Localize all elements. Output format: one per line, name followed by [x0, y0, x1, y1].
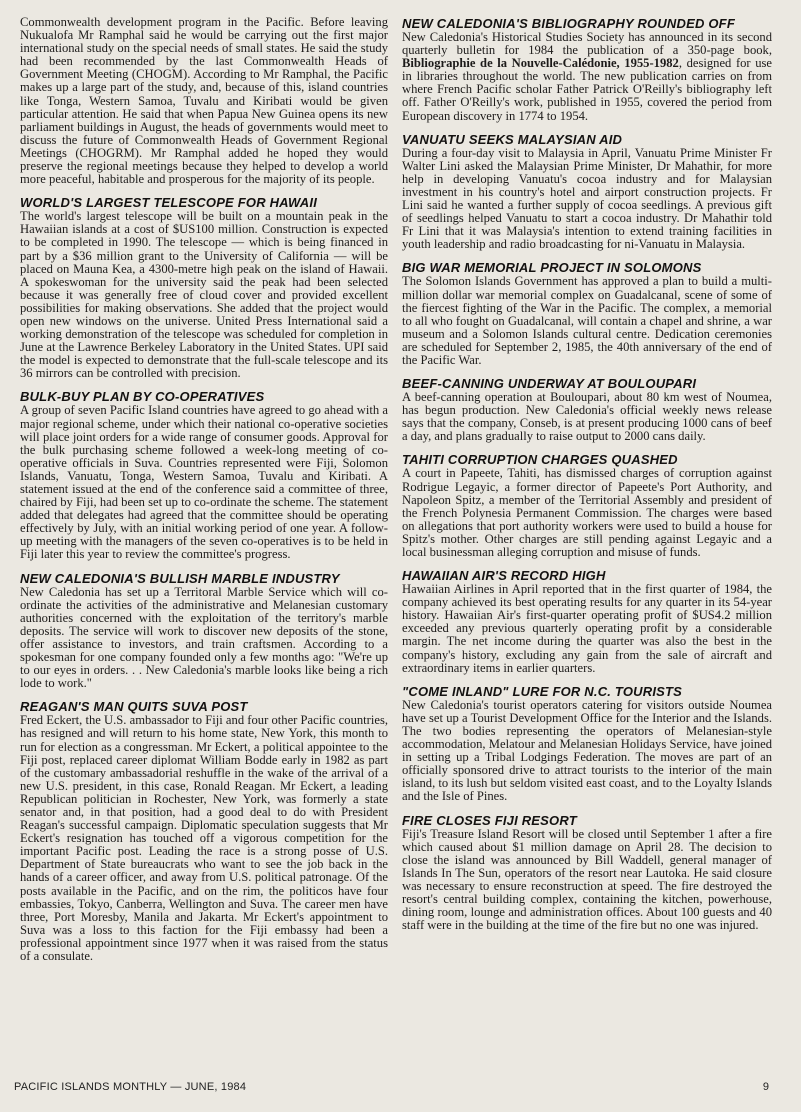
article-body: New Caledonia's tourist operators catering for visitors outside Noumea have set up a Tourist Development Office for the Interior and the Islands. The two bodies representing the operators of Melanesian-style accommodation, Melatour and Melanesian Holidays Service, have joined in setting up a Tribal Lodgings Federation. The moves are part of an officially sponsored drive to attract tourists to the interior of the main island, to its lush but seldom visited east coast, and to the Loyalty Islands and the Isle of Pines.: [402, 697, 772, 804]
article-bulk-buy: [20, 389, 388, 561]
article-body: The Solomon Islands Government has approved a plan to build a multi-million dollar war memorial complex on Guadalcanal, scene of some of the fiercest fighting of the War in the Pacific. The complex, a memorial to all who fought on Guadalcanal, will contain a chapel and shrine, a war museum and a Solomon Islands cultural centre. Dedication ceremonies are scheduled for September 2, 1985, the 40th anniversary of the end of the Pacific War.: [402, 274, 772, 367]
article-body: A court in Papeete, Tahiti, has dismissed charges of corruption against Rodrigue Legayic, a former director of Papeete's Port Authority, and Napoleon Spitz, a member of the Territorial Assembly and president of the French Polynesia Permanent Commission. The charges were based on allegations that port authority workers were used to build a house for Spitz's mother. Other charges are still pending against Legayic and a local businessman alleging corruption and misuse of funds.: [402, 466, 772, 559]
article-headline: BIG WAR MEMORIAL PROJECT IN SOLOMONS: [402, 260, 702, 276]
article-body: Hawaiian Airlines in April reported that in the first quarter of 1984, the company achieved its best operating results for any quarter in its 54-year history. Hawaiian Air's first-quarter operating profit of $US4.2 million exceeded any previous quarterly operating profit by a considerable margin. The net income during the quarter was also the best in the company's history, excluding any gain from the sale of aircraft and extraordinary items in earlier quarters.: [402, 582, 772, 675]
article-headline: WORLD'S LARGEST TELESCOPE FOR HAWAII: [20, 195, 318, 211]
article-headline: NEW CALEDONIA'S BULLISH MARBLE INDUSTRY: [20, 570, 340, 586]
publication-footer: PACIFIC ISLANDS MONTHLY — JUNE, 1984: [14, 1081, 247, 1093]
article-bibliography: [402, 16, 772, 123]
article-body-text: New Caledonia's Historical Studies Society has announced in its second quarterly bulletin for 1984 the publication of a 350-page book,: [402, 30, 772, 58]
article-body: The world's largest telescope will be built on a mountain peak in the Hawaiian islands at a cost of $US100 million. Construction is expected to be completed in 1990. The telescope — which is being financed in part by a $36 million grant to the University of California — will be placed on Mauna Kea, a 4300-metre high peak on the island of Hawaii. A spokeswoman for the university said the peak had been selected because it was generally free of cloud cover and provided excellent possibilities for making observations. She added that the project would open new windows on the universe. United Press International said a working demonstration of the telescope was scheduled for completion in June at the Lawrence Berkeley Laboratory in the United States. UPI said the model is expected to demonstrate that the full-scale telescope and its 36 mirrors can be controlled with precision.: [20, 209, 388, 381]
article-tahiti: [402, 452, 772, 559]
article-marble: [20, 571, 388, 691]
article-headline: VANUATU SEEKS MALAYSIAN AID: [402, 131, 623, 147]
article-hawaiian-air: [402, 568, 772, 675]
article-headline: FIRE CLOSES FIJI RESORT: [402, 812, 577, 828]
article-beef-canning: [402, 376, 772, 443]
article-vanuatu: [402, 132, 772, 252]
article-war-memorial: [402, 260, 772, 367]
article-body: Fiji's Treasure Island Resort will be closed until September 1 after a fire which caused about $1 million damage on April 28. The decision to close the island was announced by Bill Waddell, general manager of Islands In The Sun, operators of the resort near Lautoka. He said closure was necessary to ensure reconstruction at speed. The fire destroyed the resort's central building complex, containing the kitchen, powerhouse, dining room, lounge and administration offices. About 100 guests and 40 staff were in the building at the time of the fire but no one was injured.: [402, 826, 772, 933]
left-column: [20, 16, 388, 972]
article-headline: NEW CALEDONIA'S BIBLIOGRAPHY ROUNDED OFF: [402, 16, 735, 31]
article-body: A group of seven Pacific Island countries have agreed to go ahead with a major regional scheme, under which their national co-operative societies will place joint orders for a wide range of consumer goods. Approval for the bulk purchasing scheme followed a week-long meeting of co-operative officials in Suva. Countries represented were Fiji, Solomon Islands, Vanuatu, Tonga, Western Samoa, Tuvalu and Kiribati. A statement issued at the end of the conference said a committee of three, chaired by Fiji, had been set up to co-ordinate the scheme. The statement added that delegates had agreed that the committee should be operating effectively by July, with an initial working period of one year. A follow-up meeting with the managers of the seven co-operatives is to be held in Fiji later this year to review the committee's progress.: [20, 403, 388, 562]
article-come-inland: [402, 684, 772, 804]
book-title: Bibliographie de la Nouvelle-Calédonie, 1955-1982: [402, 56, 679, 71]
article-headline: TAHITI CORRUPTION CHARGES QUASHED: [402, 452, 678, 468]
article-body: During a four-day visit to Malaysia in April, Vanuatu Prime Minister Fr Walter Lini asked the Malaysian Prime Minister, Dr Mahathir, for more help in developing Vanuatu's cocoa industry and for Malaysian investment in his country's hotel and airport construction projects. Fr Lini said he wanted a further supply of cocoa seedlings. A previous gift of seedlings helped Vanuatu to start a cocoa industry. Dr Mahathir told Fr Lini that it was Malaysia's intention to extend training facilities in youth leadership and radio broadcasting for ni-Vanuatu in Malaysia.: [402, 145, 772, 252]
article-headline: BULK-BUY PLAN BY CO-OPERATIVES: [20, 389, 265, 405]
article-body-text: , designed for use in libraries throughout the world. The new publication carries on from where French Pacific scholar Father Patrick O'Reilly's bibliography left off. Father O'Reilly's work, published in 1955, covered the period from European discovery in 1774 to 1954.: [402, 56, 772, 123]
article-body: Fred Eckert, the U.S. ambassador to Fiji and four other Pacific countries, has resigned and will return to his home state, New York, this month to run for election as a congressman. Mr Eckert, a political appointee to the Fiji post, replaced career diplomat William Bodde early in 1982 as part of the customary ambassadorial reshuffle in the wake of the arrival of a new U.S. president, in this case, Ronald Reagan. Mr Eckert, a leading Republican politician in Rochester, New York, was formerly a state senator and, in that position, had a good deal to do with President Reagan's successful campaign. Diplomatic speculation suggests that Mr Eckert's resignation has touched off a vigorous competition for the important Pacific post. Leading the race is a strong posse of U.S. Department of State bureaucrats who want to see the job back in the hands of a career officer, and away from U.S. political patronage. Of the posts available in the Pacific, and on the rim, the politicos have four embassies, Tokyo, Canberra, Wellington and Suva. The career men have three, Port Moresby, Manila and Jakarta. Mr Eckert's appointment to Suva was a loss to this faction for the Fiji embassy had been a professional appointment since 1977 when it was raised from the status of a consulate.: [20, 713, 388, 963]
article-body: New Caledonia has set up a Territoral Marble Service which will co-ordinate the activities of the administrative and Melanesian customary authorities concerned with the exploitation of the territory's marble deposits. The service will work to discover new deposits of the stone, offer assistance to investors, and train craftsmen. According to a spokesman for one company founded only a few months ago: "We're up to our eyes in orders. . . New Caledonia's marble looks like being a rich lode to work.": [20, 584, 388, 691]
article-headline: BEEF-CANNING UNDERWAY AT BOULOUPARI: [402, 376, 697, 392]
article-telescope: [20, 195, 388, 380]
article-reagan: [20, 699, 388, 963]
article-body: [402, 31, 772, 123]
continued-article: [20, 16, 388, 186]
page-number: 9: [762, 1081, 769, 1093]
article-headline: HAWAIIAN AIR'S RECORD HIGH: [402, 568, 606, 584]
article-body: A beef-canning operation at Bouloupari, about 80 km west of Noumea, has begun production. New Caledonia's official weekly news release says that the company, Conseb, is at present producing 1000 cans of beef a day, and plans gradually to raise output to 2000 cans daily.: [402, 390, 772, 444]
article-headline: REAGAN'S MAN QUITS SUVA POST: [20, 699, 248, 715]
article-fiji-resort: [402, 813, 772, 933]
continued-article-body: Commonwealth development program in the Pacific. Before leaving Nukualofa Mr Ramphal said he would be carrying out the first major international study on the special needs of small states. He said the study had been recommended by the last Commonwealth Heads of Government Meeting (CHOGM). According to Mr Ramphal, the Pacific makes up a large part of the study, and, because of this, island countries like Tonga, Western Samoa, Tuvalu and Kiribati would be given particular attention. He said that when Papua New Guinea opens its new parliament buildings in August, the heads of governments would meet to discuss the future of Commonwealth Heads of Government Regional Meetings (CHOGRM). Mr Ramphal added he hoped they would preserve the regional meetings because they helped to develop a world more peaceful, habitable and prosperous for the majority of its people.: [20, 15, 388, 187]
article-headline: "COME INLAND" LURE FOR N.C. TOURISTS: [402, 683, 683, 699]
right-column: [402, 16, 772, 941]
